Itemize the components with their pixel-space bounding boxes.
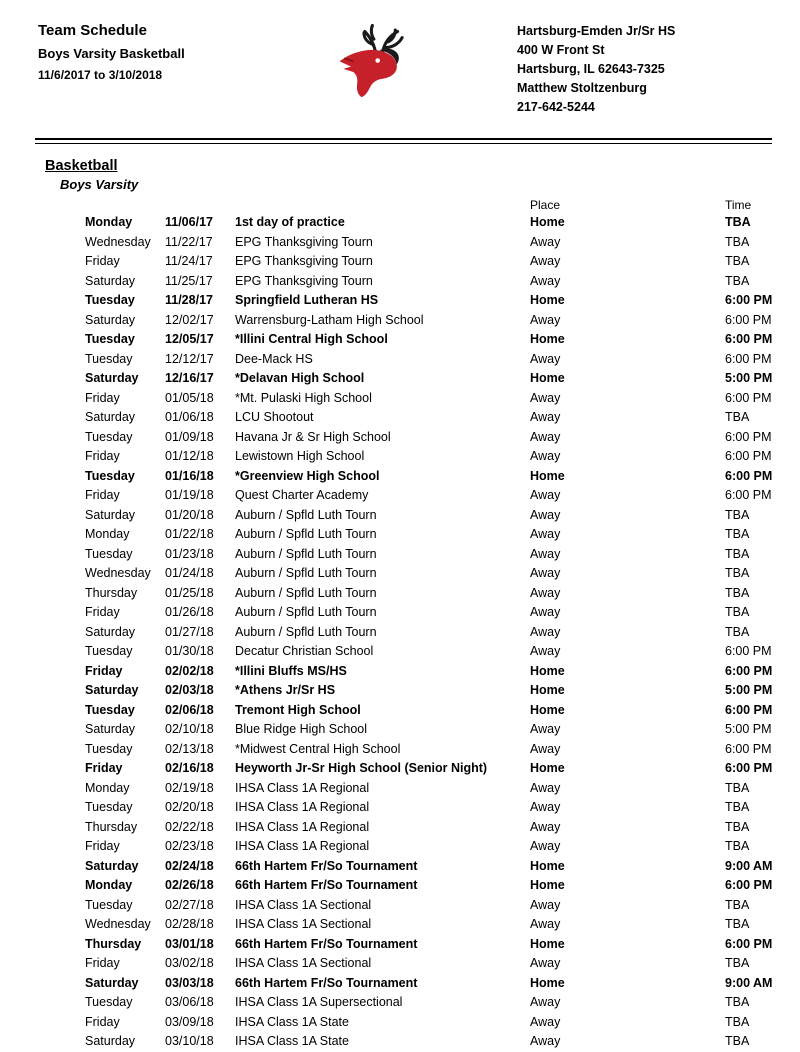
cell-date: 01/16/18 (165, 468, 214, 483)
cell-date: 12/12/17 (165, 351, 214, 366)
cell-event: 66th Hartem Fr/So Tournament (235, 878, 418, 892)
schedule-row (85, 915, 772, 935)
cell-event: 66th Hartem Fr/So Tournament (235, 936, 418, 951)
cell-place: Home (530, 332, 565, 346)
school-name: Hartsburg-Emden Jr/Sr HS (517, 24, 676, 38)
cell-date: 12/02/17 (165, 312, 214, 327)
cell-event: IHSA Class 1A Regional (235, 780, 370, 795)
cell-event: Warrensburg-Latham High School (235, 312, 424, 327)
cell-place: Away (530, 312, 561, 327)
contact-name: Matthew Stoltzenburg (517, 81, 647, 95)
cell-event: Auburn / Spfld Luth Tourn (235, 624, 377, 639)
cell-date: 03/02/18 (165, 956, 214, 970)
cell-date: 03/06/18 (165, 995, 214, 1009)
cell-event: Auburn / Spfld Luth Tourn (235, 605, 377, 619)
schedule-row (85, 584, 772, 604)
cell-place: Away (530, 819, 561, 834)
cell-time: TBA (725, 1034, 750, 1048)
cell-date: 12/05/17 (165, 332, 214, 346)
cell-place: Away (530, 254, 561, 268)
cell-time: 6:00 PM (725, 449, 772, 463)
school-address-line2: Hartsburg, IL 62643-7325 (517, 62, 665, 76)
cell-time: 6:00 PM (725, 468, 773, 483)
cell-time: TBA (725, 605, 750, 619)
schedule-row (85, 740, 772, 760)
cell-date: 01/05/18 (165, 390, 214, 405)
cell-time: TBA (725, 917, 750, 931)
cell-time: 6:00 PM (725, 663, 773, 678)
cell-time: 6:00 PM (725, 702, 773, 717)
cell-day: Friday (85, 254, 120, 268)
cell-date: 03/09/18 (165, 1014, 214, 1029)
cell-place: Away (530, 507, 561, 522)
cell-event: *Athens Jr/Sr HS (235, 683, 336, 697)
cell-day: Saturday (85, 722, 136, 736)
cell-place: Away (530, 722, 561, 736)
cell-day: Monday (85, 878, 133, 892)
cell-day: Tuesday (85, 702, 135, 717)
cell-day: Friday (85, 1014, 120, 1029)
cell-place: Home (530, 761, 565, 775)
schedule-row (85, 272, 772, 292)
cell-event: 1st day of practice (235, 215, 345, 229)
schedule-row (85, 350, 772, 370)
cell-event: IHSA Class 1A Sectional (235, 917, 372, 931)
cell-place: Away (530, 839, 561, 853)
school-address-line1: 400 W Front St (517, 43, 605, 57)
cell-place: Away (530, 644, 561, 658)
cell-time: 6:00 PM (725, 644, 772, 658)
cell-place: Away (530, 897, 561, 912)
schedule-row (85, 1013, 772, 1033)
schedule-row (85, 408, 772, 428)
cell-time: 9:00 AM (725, 858, 773, 873)
cell-event: *Delavan High School (235, 371, 365, 385)
schedule-row (85, 330, 772, 350)
cell-event: EPG Thanksgiving Tourn (235, 234, 373, 249)
cell-event: Tremont High School (235, 702, 361, 717)
cell-event: IHSA Class 1A State (235, 1014, 349, 1029)
cell-day: Tuesday (85, 332, 135, 346)
cell-place: Away (530, 780, 561, 795)
cell-date: 01/20/18 (165, 507, 214, 522)
cell-event: IHSA Class 1A Sectional (235, 956, 372, 970)
cell-place: Away (530, 585, 561, 600)
cell-event: *Greenview High School (235, 468, 380, 483)
schedule-row (85, 818, 772, 838)
cell-time: TBA (725, 1014, 750, 1029)
cell-place: Away (530, 390, 561, 405)
cell-event: Springfield Lutheran HS (235, 293, 379, 307)
cell-time: TBA (725, 273, 750, 288)
cell-day: Saturday (85, 975, 139, 990)
cell-time: 6:00 PM (725, 741, 772, 756)
schedule-row (85, 720, 772, 740)
cell-day: Friday (85, 761, 123, 775)
cell-place: Away (530, 566, 561, 580)
cell-time: TBA (725, 780, 750, 795)
cell-day: Thursday (85, 819, 138, 834)
cell-place: Home (530, 975, 565, 990)
cell-date: 02/22/18 (165, 819, 214, 834)
cell-date: 11/25/17 (165, 273, 213, 288)
cell-event: Auburn / Spfld Luth Tourn (235, 566, 377, 580)
cell-time: 5:00 PM (725, 371, 773, 385)
schedule-row (85, 213, 772, 233)
day-column-header (85, 198, 165, 213)
cell-place: Away (530, 527, 561, 541)
cell-day: Friday (85, 390, 120, 405)
cell-date: 01/30/18 (165, 644, 214, 658)
cell-time: TBA (725, 546, 750, 561)
cell-day: Friday (85, 449, 120, 463)
schedule-table (85, 198, 772, 1052)
cell-day: Saturday (85, 1034, 136, 1048)
schedule-row (85, 662, 772, 682)
cell-event: IHSA Class 1A Regional (235, 839, 370, 853)
cell-event: Heyworth Jr-Sr High School (Senior Night) (235, 761, 488, 775)
cell-time: 6:00 PM (725, 878, 773, 892)
cell-place: Away (530, 624, 561, 639)
schedule-row (85, 525, 772, 545)
schedule-row (85, 993, 772, 1013)
cell-date: 02/23/18 (165, 839, 214, 853)
header-left (38, 20, 300, 82)
divider-double-rule (35, 138, 772, 144)
schedule-row (85, 603, 772, 623)
cell-event: *Midwest Central High School (235, 741, 401, 756)
cell-day: Tuesday (85, 468, 135, 483)
cell-date: 03/10/18 (165, 1034, 214, 1048)
schedule-row (85, 467, 772, 487)
schedule-row (85, 291, 772, 311)
cell-day: Saturday (85, 624, 136, 639)
cell-day: Thursday (85, 936, 142, 951)
cell-time: TBA (725, 819, 750, 834)
cell-day: Friday (85, 663, 123, 678)
cell-time: 6:00 PM (725, 351, 772, 366)
schedule-row (85, 545, 772, 565)
cell-time: TBA (725, 624, 750, 639)
cell-place: Away (530, 956, 561, 970)
cell-date: 02/19/18 (165, 780, 214, 795)
cell-time: 5:00 PM (725, 722, 772, 736)
time-column-header: Time (725, 198, 752, 212)
cell-day: Wednesday (85, 917, 151, 931)
cell-place: Home (530, 663, 565, 678)
schedule-row (85, 857, 772, 877)
cell-place: Home (530, 683, 565, 697)
cell-day: Tuesday (85, 546, 133, 561)
cell-place: Away (530, 917, 561, 931)
cell-place: Home (530, 878, 565, 892)
cell-date: 03/01/18 (165, 936, 214, 951)
cell-place: Away (530, 546, 561, 561)
cell-time: TBA (725, 995, 750, 1009)
cell-day: Friday (85, 839, 120, 853)
cell-event: 66th Hartem Fr/So Tournament (235, 975, 418, 990)
cell-event: IHSA Class 1A State (235, 1034, 349, 1048)
cell-place: Home (530, 215, 565, 229)
schedule-row (85, 389, 772, 409)
schedule-row (85, 252, 772, 272)
cell-date: 02/26/18 (165, 878, 214, 892)
cell-day: Monday (85, 780, 130, 795)
cell-time: TBA (725, 897, 750, 912)
schedule-row (85, 896, 772, 916)
cell-event: Decatur Christian School (235, 644, 374, 658)
cell-time: TBA (725, 839, 750, 853)
schedule-row (85, 369, 772, 389)
schedule-row (85, 486, 772, 506)
cell-date: 01/26/18 (165, 605, 214, 619)
event-column-header (235, 198, 530, 213)
cell-date: 01/19/18 (165, 488, 214, 502)
schedule-row (85, 642, 772, 662)
schedule-row (85, 428, 772, 448)
cell-event: IHSA Class 1A Regional (235, 819, 370, 834)
cell-event: Auburn / Spfld Luth Tourn (235, 546, 377, 561)
cell-place: Away (530, 800, 561, 814)
cell-day: Tuesday (85, 897, 133, 912)
cell-event: Lewistown High School (235, 449, 365, 463)
schedule-row (85, 701, 772, 721)
cell-day: Tuesday (85, 741, 133, 756)
cell-event: Auburn / Spfld Luth Tourn (235, 507, 377, 522)
cell-event: EPG Thanksgiving Tourn (235, 273, 373, 288)
cell-place: Home (530, 936, 565, 951)
cell-date: 01/12/18 (165, 449, 214, 463)
cell-day: Tuesday (85, 293, 135, 307)
cell-time: 6:00 PM (725, 293, 773, 307)
schedule-row (85, 837, 772, 857)
cell-event: Blue Ridge High School (235, 722, 368, 736)
cell-event: EPG Thanksgiving Tourn (235, 254, 373, 268)
cell-date: 02/20/18 (165, 800, 214, 814)
schedule-row (85, 876, 772, 896)
date-column-header (165, 198, 235, 213)
cell-event: IHSA Class 1A Supersectional (235, 995, 403, 1009)
cell-place: Away (530, 410, 561, 424)
cell-day: Monday (85, 527, 130, 541)
sport-heading: Basketball (45, 158, 118, 174)
cell-place: Away (530, 605, 561, 619)
cell-place: Away (530, 1034, 561, 1048)
stag-logo-graphic (338, 20, 422, 98)
cell-time: 6:00 PM (725, 761, 773, 775)
cell-event: LCU Shootout (235, 410, 314, 424)
cell-place: Away (530, 234, 561, 249)
cell-day: Tuesday (85, 351, 133, 366)
cell-day: Friday (85, 605, 120, 619)
cell-event: Auburn / Spfld Luth Tourn (235, 527, 377, 541)
cell-time: TBA (725, 566, 750, 580)
cell-event: IHSA Class 1A Sectional (235, 897, 372, 912)
cell-place: Away (530, 1014, 561, 1029)
schedule-row (85, 623, 772, 643)
cell-day: Thursday (85, 585, 138, 600)
schedule-row (85, 233, 772, 253)
cell-time: TBA (725, 956, 750, 970)
cell-event: Dee-Mack HS (235, 351, 313, 366)
cell-place: Home (530, 293, 565, 307)
schedule-row (85, 779, 772, 799)
cell-day: Monday (85, 215, 133, 229)
page-title: Team Schedule (38, 22, 147, 39)
cell-time: TBA (725, 507, 750, 522)
cell-place: Away (530, 351, 561, 366)
cell-date: 01/09/18 (165, 429, 214, 444)
cell-time: 6:00 PM (725, 312, 772, 327)
cell-day: Friday (85, 488, 120, 502)
cell-date: 01/24/18 (165, 566, 214, 580)
cell-time: 6:00 PM (725, 488, 772, 502)
cell-time: 6:00 PM (725, 390, 772, 405)
cell-date: 01/22/18 (165, 527, 214, 541)
date-range: 11/6/2017 to 3/10/2018 (38, 68, 163, 82)
cell-place: Away (530, 429, 561, 444)
cell-day: Wednesday (85, 234, 151, 249)
cell-day: Saturday (85, 410, 136, 424)
cell-day: Saturday (85, 858, 139, 873)
cell-time: 5:00 PM (725, 683, 773, 697)
cell-day: Tuesday (85, 800, 133, 814)
cell-day: Saturday (85, 273, 136, 288)
cell-event: *Illini Central High School (235, 332, 388, 346)
cell-date: 02/16/18 (165, 761, 214, 775)
cell-day: Tuesday (85, 995, 133, 1009)
cell-event: Quest Charter Academy (235, 488, 369, 502)
cell-date: 01/25/18 (165, 585, 214, 600)
cell-time: TBA (725, 800, 750, 814)
cell-date: 02/10/18 (165, 722, 214, 736)
cell-date: 02/27/18 (165, 897, 214, 912)
cell-time: 6:00 PM (725, 332, 773, 346)
cell-event: *Mt. Pulaski High School (235, 390, 372, 405)
cell-day: Tuesday (85, 429, 133, 444)
cell-event: 66th Hartem Fr/So Tournament (235, 858, 418, 873)
cell-time: TBA (725, 234, 750, 249)
cell-place: Home (530, 702, 565, 717)
cell-time: TBA (725, 527, 750, 541)
cell-date: 02/13/18 (165, 741, 214, 756)
schedule-rows (85, 213, 772, 1052)
school-info (517, 20, 772, 117)
cell-time: TBA (725, 254, 750, 268)
cell-time: TBA (725, 410, 750, 424)
team-name: Boys Varsity Basketball (38, 46, 185, 61)
cell-place: Away (530, 995, 561, 1009)
cell-day: Saturday (85, 507, 136, 522)
place-column-header: Place (530, 198, 561, 212)
cell-date: 01/23/18 (165, 546, 214, 561)
cell-date: 03/03/18 (165, 975, 214, 990)
page-header (38, 20, 772, 122)
cell-date: 12/16/17 (165, 371, 214, 385)
cell-place: Away (530, 273, 561, 288)
cell-time: TBA (725, 215, 751, 229)
cell-time: 6:00 PM (725, 429, 772, 444)
cell-date: 11/28/17 (165, 293, 213, 307)
cell-place: Away (530, 449, 561, 463)
cell-date: 01/27/18 (165, 624, 214, 639)
cell-date: 02/24/18 (165, 858, 214, 873)
cell-day: Saturday (85, 683, 139, 697)
cell-date: 02/28/18 (165, 917, 214, 931)
schedule-row (85, 447, 772, 467)
cell-time: TBA (725, 585, 750, 600)
schedule-row (85, 681, 772, 701)
cell-day: Saturday (85, 371, 139, 385)
cell-date: 01/06/18 (165, 410, 214, 424)
schedule-row (85, 506, 772, 526)
cell-time: 9:00 AM (725, 975, 773, 990)
cell-event: Auburn / Spfld Luth Tourn (235, 585, 377, 600)
cell-date: 11/24/17 (165, 254, 213, 268)
contact-phone: 217-642-5244 (517, 100, 595, 114)
schedule-row (85, 759, 772, 779)
schedule-row (85, 564, 772, 584)
schedule-row (85, 954, 772, 974)
cell-date: 02/03/18 (165, 683, 214, 697)
cell-place: Home (530, 468, 565, 483)
cell-event: IHSA Class 1A Regional (235, 800, 370, 814)
cell-event: *Illini Bluffs MS/HS (235, 663, 347, 678)
stag-mascot-logo (300, 20, 460, 98)
cell-day: Tuesday (85, 644, 133, 658)
cell-day: Saturday (85, 312, 136, 327)
cell-day: Wednesday (85, 566, 151, 580)
schedule-row (85, 935, 772, 955)
cell-place: Away (530, 741, 561, 756)
cell-date: 02/06/18 (165, 702, 214, 717)
cell-event: Havana Jr & Sr High School (235, 429, 391, 444)
cell-date: 11/06/17 (165, 215, 213, 229)
table-header-row (85, 198, 772, 213)
schedule-row (85, 974, 772, 994)
cell-time: 6:00 PM (725, 936, 773, 951)
cell-day: Friday (85, 956, 120, 970)
cell-place: Home (530, 858, 565, 873)
schedule-row (85, 798, 772, 818)
cell-date: 11/22/17 (165, 234, 213, 249)
cell-date: 02/02/18 (165, 663, 214, 678)
cell-place: Home (530, 371, 565, 385)
team-level-heading: Boys Varsity (60, 177, 139, 192)
schedule-row (85, 311, 772, 331)
cell-place: Away (530, 488, 561, 502)
